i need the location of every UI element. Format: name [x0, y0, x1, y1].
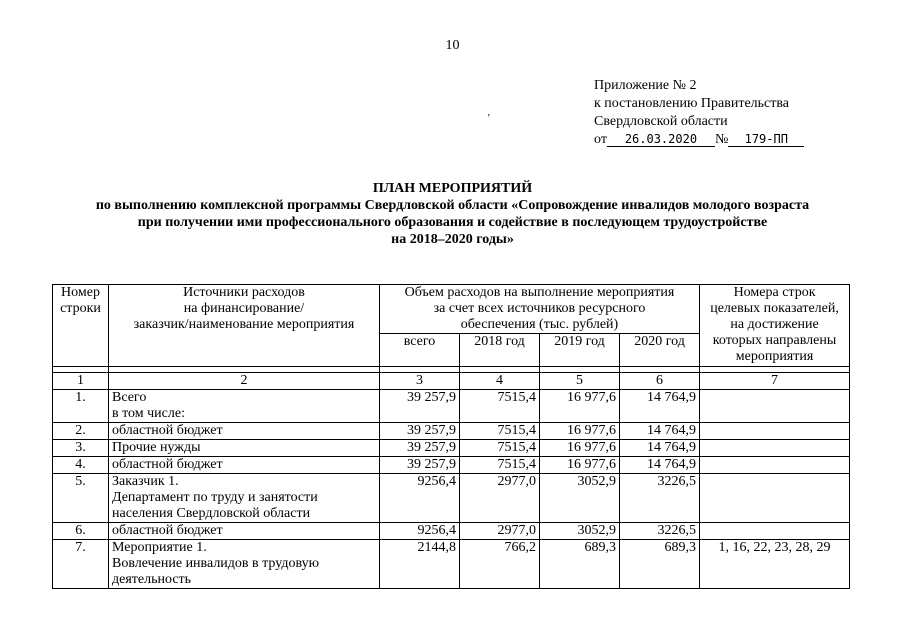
row-name-line: Департамент по труду и занятости [112, 490, 318, 505]
row-name-line: деятельность [112, 572, 192, 587]
row-number: 4. [53, 457, 109, 474]
amount-2019: 16 977,6 [540, 390, 620, 423]
appendix-line-1: Приложение № 2 [594, 78, 697, 93]
row-number: 2. [53, 423, 109, 440]
amount-total: 39 257,9 [380, 390, 460, 423]
appendix-block [594, 77, 804, 149]
amount-total: 39 257,9 [380, 423, 460, 440]
row-name-line: областной бюджет [112, 523, 223, 538]
amount-2018: 7515,4 [460, 423, 540, 440]
amount-2018: 766,2 [460, 540, 540, 589]
amount-2019: 16 977,6 [540, 440, 620, 457]
column-number-row [53, 373, 850, 390]
amount-total: 39 257,9 [380, 440, 460, 457]
title-line-2: по выполнению комплексной программы Свердловской области «Сопровождение инвалидов молодого возраста [95, 198, 810, 213]
row-name-line: областной бюджет [112, 423, 223, 438]
header-2019: 2019 год [540, 334, 620, 367]
row-name-line: Вовлечение инвалидов в трудовую [112, 556, 320, 571]
amount-2018: 7515,4 [460, 390, 540, 423]
plan-table [52, 284, 850, 589]
amount-2018: 2977,0 [460, 474, 540, 523]
table-row [53, 440, 850, 457]
target-rows [700, 457, 850, 474]
column-number: 6 [620, 373, 700, 390]
number-prefix: № [714, 132, 729, 147]
amount-total: 9256,4 [380, 474, 460, 523]
table-row [53, 390, 850, 423]
table-row [53, 457, 850, 474]
target-rows [700, 523, 850, 540]
target-rows [700, 440, 850, 457]
target-rows: 1, 16, 22, 23, 28, 29 [700, 540, 850, 589]
amount-2018: 7515,4 [460, 457, 540, 474]
header-volume: Объем расходов на выполнение мероприятия за счет всех источников ресурсного обеспечения (тыс. рублей) [380, 285, 700, 334]
title-line-1: ПЛАН МЕРОПРИЯТИЙ [372, 181, 533, 196]
date-prefix: от [594, 132, 607, 147]
row-number: 3. [53, 440, 109, 457]
target-rows [700, 423, 850, 440]
amount-2018: 7515,4 [460, 440, 540, 457]
row-name-line: областной бюджет [112, 457, 223, 472]
scan-mark: ʼ [487, 113, 491, 124]
row-name [109, 523, 380, 540]
table-row [53, 523, 850, 540]
amount-2018: 2977,0 [460, 523, 540, 540]
row-name-line: в том числе: [112, 406, 185, 421]
document-title [0, 180, 905, 248]
amount-2019: 16 977,6 [540, 457, 620, 474]
header-targets: Номера строк целевых показателей, на достижение которых направлены мероприятия [700, 285, 850, 367]
header-2018: 2018 год [460, 334, 540, 367]
column-number: 1 [53, 373, 109, 390]
row-name-line: Прочие нужды [112, 440, 201, 455]
amount-2020: 14 764,9 [620, 457, 700, 474]
row-name [109, 423, 380, 440]
row-number: 6. [53, 523, 109, 540]
amount-2020: 14 764,9 [620, 390, 700, 423]
amount-total: 39 257,9 [380, 457, 460, 474]
column-number: 2 [109, 373, 380, 390]
appendix-line-3: Свердловской области [594, 114, 728, 129]
row-name-line: Заказчик 1. [112, 474, 179, 489]
table-row [53, 474, 850, 523]
row-name [109, 457, 380, 474]
amount-2019: 3052,9 [540, 474, 620, 523]
title-line-3: при получении ими профессионального образования и содействие в последующем трудоустройстве [137, 215, 768, 230]
amount-2020: 14 764,9 [620, 423, 700, 440]
title-line-4: на 2018–2020 годы» [391, 232, 514, 247]
appendix-date-line [594, 131, 804, 149]
column-number: 7 [700, 373, 850, 390]
page-number: 10 [445, 38, 460, 53]
amount-total: 9256,4 [380, 523, 460, 540]
table-row [53, 423, 850, 440]
header-source: Источники расходов на финансирование/ заказчик/наименование мероприятия [109, 285, 380, 367]
appendix-line-2: к постановлению Правительства [594, 96, 790, 111]
amount-2020: 3226,5 [620, 474, 700, 523]
column-number: 4 [460, 373, 540, 390]
amount-2020: 14 764,9 [620, 440, 700, 457]
row-name [109, 390, 380, 423]
amount-2019: 689,3 [540, 540, 620, 589]
row-name-line: Мероприятие 1. [112, 540, 207, 555]
row-name [109, 440, 380, 457]
row-name [109, 474, 380, 523]
amount-2019: 16 977,6 [540, 423, 620, 440]
header-row-1 [53, 285, 850, 334]
amount-2020: 3226,5 [620, 523, 700, 540]
amount-2019: 3052,9 [540, 523, 620, 540]
target-rows [700, 390, 850, 423]
column-number: 5 [540, 373, 620, 390]
resolution-date: 26.03.2020 [607, 132, 715, 147]
row-name-line: Всего [112, 390, 147, 405]
amount-2020: 689,3 [620, 540, 700, 589]
row-number: 5. [53, 474, 109, 523]
row-number: 7. [53, 540, 109, 589]
header-total: всего [380, 334, 460, 367]
amount-total: 2144,8 [380, 540, 460, 589]
row-name-line: населения Свердловской области [112, 506, 311, 521]
header-2020: 2020 год [620, 334, 700, 367]
column-number: 3 [380, 373, 460, 390]
row-number: 1. [53, 390, 109, 423]
header-row-number: Номер строки [53, 285, 109, 367]
table-row [53, 540, 850, 589]
row-name [109, 540, 380, 589]
resolution-number: 179-ПП [728, 132, 804, 147]
target-rows [700, 474, 850, 523]
